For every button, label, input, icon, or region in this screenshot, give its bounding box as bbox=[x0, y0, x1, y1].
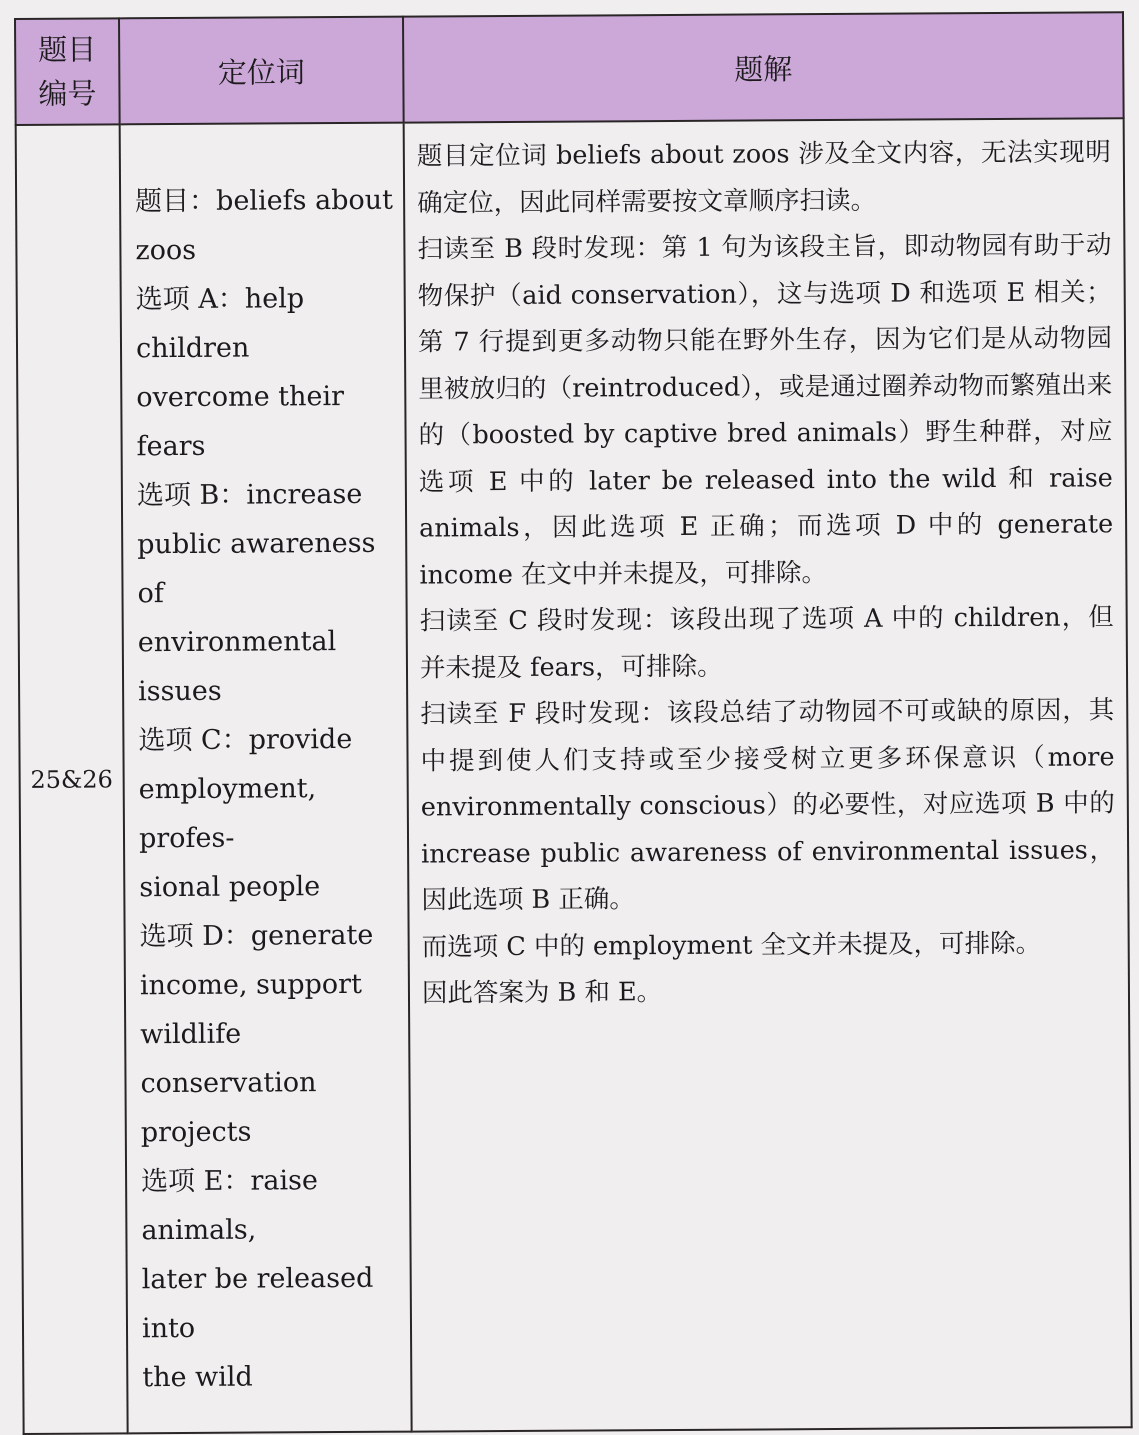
explanation-paragraph: 扫读至 B 段时发现：第 1 句为该段主旨，即动物园有助于动物保护（aid conservation），这与选项 D 和选项 E 相关；第 7 行提到更多动物只能在野外生存，因为它们是从动物园里被放归的（reintroduced），或是通过圈养动物而繁殖出来的（boosted by captive bred animals）野生种群，对应选项 E 中的 later be released into the wild 和 raise animals，因此选项 E 正确；而选项 D 中的 generate income 在文中并未提及，可排除。 bbox=[417, 230, 1114, 591]
positioning-words-cell bbox=[120, 123, 412, 1434]
answer-table bbox=[14, 11, 1133, 1435]
positioning-line: sional people bbox=[139, 871, 321, 904]
explanation-paragraph: 而选项 C 中的 employment 全文并未提及，可排除。 bbox=[421, 928, 1042, 963]
explanation-paragraph: 扫读至 F 段时发现：该段总结了动物园不可或缺的原因，其中提到使人们支持或至少接受树立更多环保意识（more environmentally conscious）的必要性，对应选项 B 中的 increase public awareness of environmental issues，因此选项 B 正确。 bbox=[420, 695, 1116, 916]
positioning-line: 选项 A：help children bbox=[135, 283, 305, 365]
positioning-line: income, support bbox=[139, 968, 362, 1002]
positioning-line: 选项 E：raise animals, bbox=[141, 1165, 318, 1247]
explanation-paragraph: 题目定位词 beliefs about zoos 涉及全文内容，无法实现明确定位，因此同样需要按文章顺序扫读。 bbox=[416, 137, 1111, 219]
header-positioning-words-text: 定位词 bbox=[217, 54, 305, 90]
explanation-paragraph: 因此答案为 B 和 E。 bbox=[421, 977, 663, 1009]
header-question-number bbox=[15, 18, 120, 125]
explanation-cell bbox=[404, 118, 1132, 1431]
positioning-line: later be released into bbox=[141, 1262, 374, 1345]
positioning-line: 选项 B：increase bbox=[136, 478, 363, 512]
positioning-line: 选项 D：generate bbox=[139, 919, 374, 953]
question-number-cell bbox=[16, 124, 128, 1434]
header-explanation bbox=[403, 12, 1124, 122]
positioning-line: the wild bbox=[142, 1361, 253, 1394]
answer-table-page bbox=[14, 11, 1130, 1394]
positioning-line: 选项 C：provide bbox=[138, 723, 353, 757]
positioning-line: zoos bbox=[135, 234, 197, 267]
header-question-number-text: 题目编号 bbox=[38, 32, 97, 111]
explanation-paragraph: 扫读至 C 段时发现：该段出现了选项 A 中的 children，但并未提及 fears，可排除。 bbox=[419, 602, 1114, 684]
table-row bbox=[16, 118, 1132, 1434]
positioning-line: wildlife conservation bbox=[140, 1018, 317, 1100]
positioning-line: public awareness of bbox=[137, 527, 376, 610]
positioning-line: employment, profes- bbox=[138, 773, 317, 855]
header-explanation-text: 题解 bbox=[734, 51, 793, 87]
positioning-line: projects bbox=[140, 1116, 252, 1149]
header-row bbox=[15, 12, 1124, 125]
header-positioning-words bbox=[119, 17, 404, 125]
positioning-line: 题目：beliefs about bbox=[135, 184, 394, 218]
positioning-line: environmental issues bbox=[137, 626, 337, 708]
question-number: 25&26 bbox=[30, 764, 113, 794]
positioning-line: overcome their fears bbox=[136, 380, 345, 463]
